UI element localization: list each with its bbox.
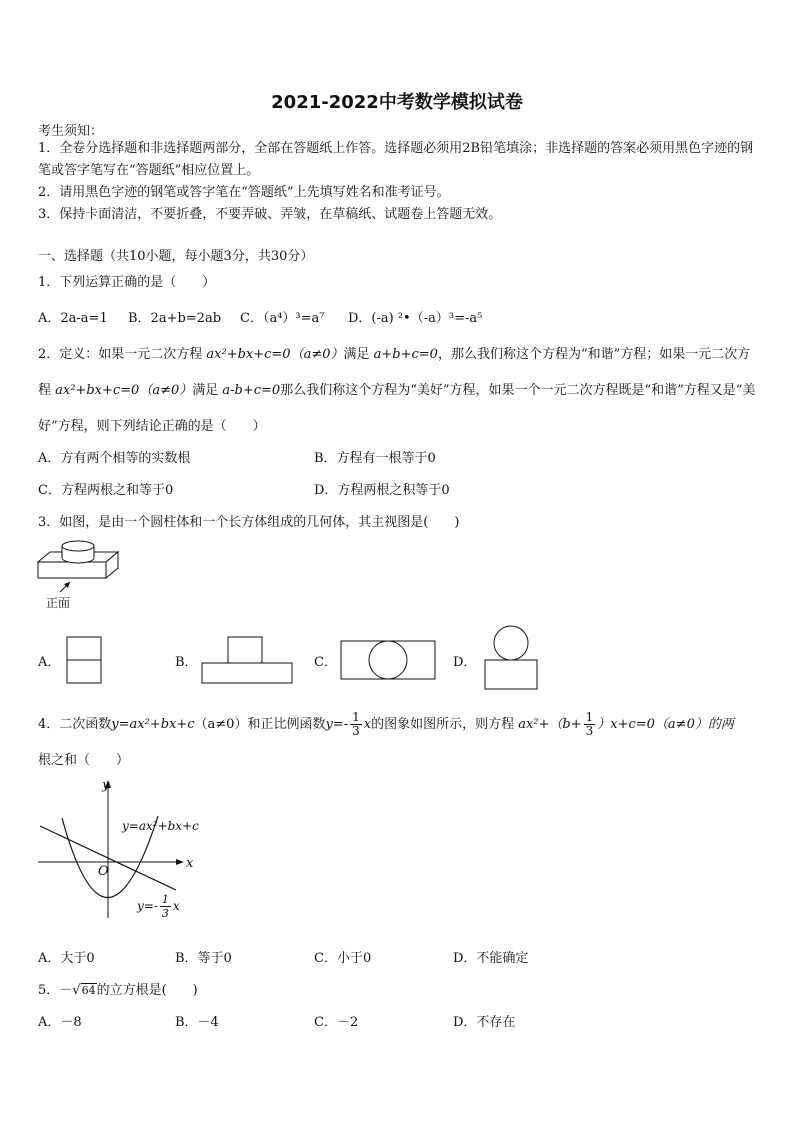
question-2-line-3: 好”方程，则下列结论正确的是（ ） [38,419,266,434]
q3-option-a-view[interactable] [66,636,106,686]
q4-option-c[interactable]: C．小于0 [314,951,372,966]
notice-item-1: 1．全卷分选择题和非选择题两部分，全部在答题纸上作答。选择题必须用2B铅笔填涂；非选择题的答案必须用黑色字迹的钢笔或答字笔写在“答题纸”相应位置上。 [38,141,754,178]
q3-option-c-view[interactable] [338,638,438,684]
q3-option-c-label[interactable]: C． [314,655,337,670]
question-4-line-1: 4．二次函数y=ax²+bx+c（a≠0）和正比例函数y=- $\frac{1}{3}$ x的图象如图所示，则方程 ax²+（b+ $\frac{1}{3}$ ）x+c=0（a≠0）的两 [38,710,734,738]
q3-option-d-label[interactable]: D． [453,655,477,670]
q3-option-a-label[interactable]: A． [38,655,61,670]
q4-parabola-label: y=ax²+bx+c [122,819,199,833]
q3-option-b-view[interactable] [200,636,295,686]
q4-option-b[interactable]: B．等于0 [175,951,232,966]
q4-graph [36,778,216,928]
question-4-line-2: 根之和（ ） [38,753,130,768]
sqrt-symbol: √ [72,983,81,998]
q2-option-a[interactable]: A．方有两个相等的实数根 [38,451,191,466]
q4-fraction: $\frac{1}{3}$ [352,710,360,738]
q4-graph-origin-label: O [98,864,109,879]
q2-option-d[interactable]: D．方程两根之积等于0 [314,483,450,498]
notice-item-3: 3．保持卡面清洁，不要折叠，不要弄破、弄皱，在草稿纸、试题卷上答题无效。 [38,207,502,222]
question-1-stem: 1．下列运算正确的是（ ） [38,275,216,290]
question-5-stem: 5．－√64的立方根是( ) [38,983,198,998]
notice-heading: 考生须知： [38,124,104,139]
q5-option-c[interactable]: C．－2 [314,1015,359,1030]
q3-option-b-label[interactable]: B． [175,655,198,670]
section-heading: 一、选择题（共10小题，每小题3分，共30分） [38,249,314,264]
q1-option-b[interactable]: B．2a+b=2ab [128,311,222,326]
q4-graph-y-label: y [102,778,110,793]
q4-option-d[interactable]: D．不能确定 [453,951,529,966]
q2-option-c[interactable]: C．方程两根之和等于0 [38,483,174,498]
q1-option-d[interactable]: D．(-a) ²•（-a）³=-a⁵ [348,311,483,326]
q3-solid-figure [36,540,126,600]
question-2-line-1: 2．定义：如果一元二次方程 ax²+bx+c=0（a≠0）满足 a+b+c=0，那么我们称这个方程为“和谐”方程；如果一元二次方 [38,347,751,362]
q1-option-c[interactable]: C．（a⁴）³=a⁷ [240,311,325,326]
q3-option-d-view[interactable] [482,624,542,692]
q4-graph-x-label: x [186,856,194,871]
q2-equation: ax²+bx+c=0（a≠0） [206,347,344,362]
notice-item-2: 2．请用黑色字迹的钢笔或答字笔在“答题纸”上先填写姓名和准考证号。 [38,185,450,200]
question-2-line-2: 程 ax²+bx+c=0（a≠0）满足 a-b+c=0那么我们称这个方程为“美好”方程，如果一个一元二次方程既是“和谐”方程又是“美 [38,383,756,398]
q5-radical: 64 [81,984,96,997]
page-title: 2021-2022中考数学模拟试卷 [271,92,523,113]
q3-front-label: 正面 [46,596,71,610]
q5-option-b[interactable]: B．－4 [175,1015,219,1030]
q5-option-a[interactable]: A．－8 [38,1015,82,1030]
q1-option-a[interactable]: A．2a-a=1 [38,311,108,326]
q4-fraction-2: $\frac{1}{3}$ [585,710,594,738]
q5-option-d[interactable]: D．不存在 [453,1015,516,1030]
q4-option-a[interactable]: A．大于0 [38,951,95,966]
q2-option-b[interactable]: B．方程有一根等于0 [314,451,436,466]
question-3-stem: 3．如图，是由一个圆柱体和一个长方体组成的几何体，其主视图是( ) [38,515,460,530]
q4-line-label: y=- $\frac{1}{3}$ x [137,893,180,920]
